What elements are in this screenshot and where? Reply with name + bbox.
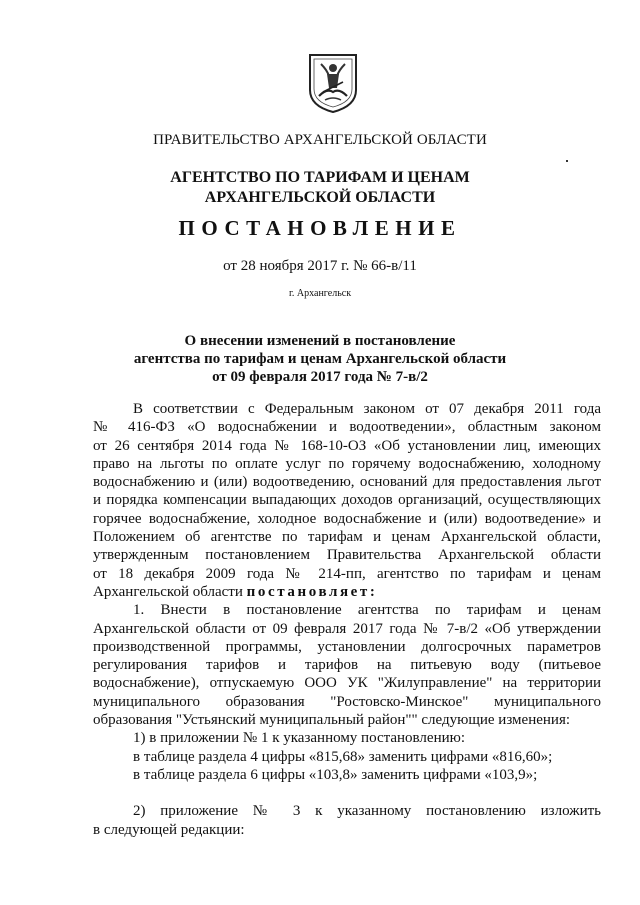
list-item: 2) приложение № 3 к указанному постановлению изложить [133,803,601,820]
blank-line [93,784,601,802]
agency-name-line-1: АГЕНТСТВО ПО ТАРИФАМ И ЦЕНАМ [170,169,470,186]
list-item: 1) в приложении № 1 к указанному постановлению: [133,730,465,747]
subject-line-2: агентства по тарифам и ценам Архангельской области [133,351,507,367]
body-line: водоснабжению и (или) водоотведению, оснований для предоставления льгот [93,474,601,491]
stray-dot [566,160,568,162]
list-item: в следующей редакции: [93,821,245,838]
body-line: горячее водоснабжение, холодное водоснабжение и (или) водоотведение» и [93,510,601,527]
body-line: В соответствии с Федеральным законом от 07 декабря 2011 года [133,401,601,417]
coat-of-arms-emblem [307,52,359,114]
body-line: водоснабжение), отпускаемую ООО УК "Жилуправление" на территории [93,675,601,692]
subject-line-1: О внесении изменений в постановление [184,333,456,349]
body-line: муниципального образования "Ростовско-Минское" муниципального [93,693,601,710]
subject-line-3: от 09 февраля 2017 года № 7-в/2 [212,369,428,385]
body-line: Архангельской области от 09 февраля 2017 года № 7-в/2 «Об утверждении [93,620,601,637]
body-line: образования "Устьянский муниципальный район"" следующие изменения: [93,712,571,729]
document-body [93,400,601,839]
document-city: г. Архангельск [288,288,352,299]
list-item: в таблице раздела 4 цифры «815,68» заменить цифрами «816,60»; [133,748,553,765]
government-name: ПРАВИТЕЛЬСТВО АРХАНГЕЛЬСКОЙ ОБЛАСТИ [153,132,487,148]
body-line: право на льготы по оплате услуг по горячему водоснабжению, холодному [93,455,601,472]
list-item: в таблице раздела 6 цифры «103,8» заменить цифрами «103,9»; [133,766,538,783]
body-line: Положением об агентстве по тарифам и ценам Архангельской области, [93,529,601,546]
body-line: от 26 сентября 2014 года № 168-10-ОЗ «Об установлении лиц, имеющих [93,437,601,454]
body-line: и порядка компенсации выпадающих доходов организаций, осуществляющих [93,492,601,509]
document-subject [0,332,640,386]
body-line: 1. Внести в постановление агентства по тарифам и ценам [133,602,601,619]
body-line: № 416-ФЗ «О водоснабжении и водоотведении», областным законом [93,419,601,436]
document-type-title: ПОСТАНОВЛЕНИЕ [178,216,462,240]
agency-name-line-2: АРХАНГЕЛЬСКОЙ ОБЛАСТИ [204,189,436,206]
body-line: от 18 декабря 2009 года № 214-пп, агентство по тарифам и ценам [93,565,601,582]
agency-name [0,168,640,208]
body-line-decree [93,583,601,601]
decree-prefix: Архангельской области [93,583,247,600]
decree-verb: постановляет: [246,583,378,600]
body-line: регулирования тарифов и тарифов на питьевую воду (питьевое [93,657,601,674]
body-line: утвержденным постановлением Правительства Архангельской области [93,547,601,564]
body-line: производственной программы, установлении долгосрочных параметров [93,638,601,655]
document-date-number: от 28 ноября 2017 г. № 66-в/11 [223,258,417,274]
